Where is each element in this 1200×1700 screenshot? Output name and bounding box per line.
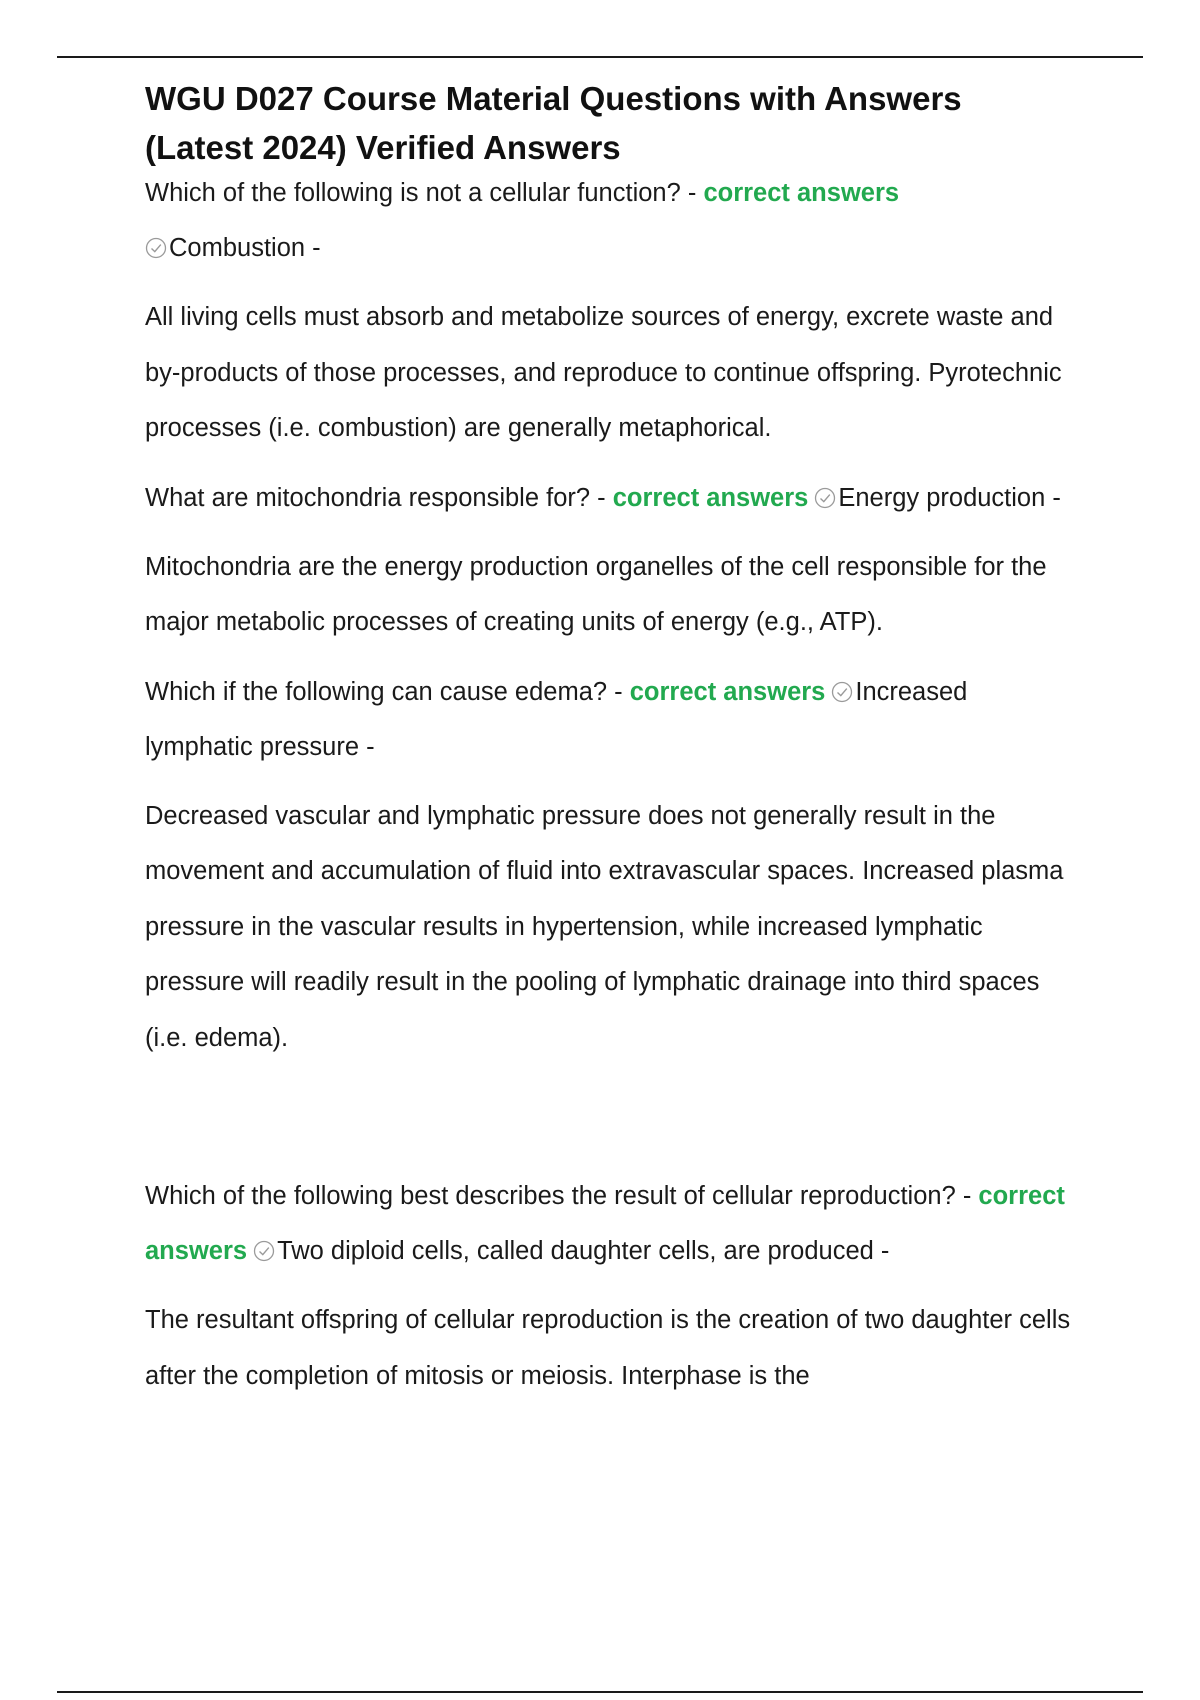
qa-item (145, 1169, 1080, 1404)
spacer (145, 1080, 1080, 1169)
check-circle-icon (253, 1240, 275, 1262)
qa-item (145, 665, 1080, 1067)
correct-answers-label: correct answers (145, 1182, 1065, 1265)
question-text: Which of the following is not a cellular function? - (145, 179, 704, 207)
qa-item (145, 166, 1080, 457)
check-circle-icon (814, 487, 836, 509)
question-text: Which if the following can cause edema? - (145, 677, 630, 706)
explanation-text: Decreased vascular and lymphatic pressure does not generally result in the movement and accumulation of fluid into extravascular spaces. Increased plasma pressure in the vascular results in hypertension, while increased lymphatic pressure will readily result in the pooling of lymphatic drainage into third spaces (i.e. edema). (145, 801, 1064, 1052)
question-text: What are mitochondria responsible for? - (145, 483, 613, 512)
question-line (145, 471, 1080, 526)
bottom-rule (57, 1691, 1143, 1693)
top-rule (57, 56, 1143, 58)
answer-text: Energy production - (838, 483, 1061, 512)
explanation-text: All living cells must absorb and metabolize sources of energy, excrete waste and by-products of those processes, and reproduce to continue offspring. Pyrotechnic processes (i.e. combustion) are generally metaphorical. (145, 303, 1062, 442)
document-body (145, 74, 1080, 1418)
title-line-2: (Latest 2024) Verified Answers (145, 129, 621, 166)
question-line (145, 665, 1080, 775)
document-title (145, 74, 1080, 172)
answer-text: Increased lymphatic pressure - (145, 677, 968, 761)
explanation-text: The resultant offspring of cellular reproduction is the creation of two daughter cells after the completion of mitosis or meiosis. Interphase is the (145, 1306, 1071, 1390)
qa-item (145, 471, 1080, 651)
check-circle-icon (145, 237, 167, 259)
correct-answers-label: correct answers (612, 483, 809, 512)
question-text: Which of the following best describes the result of cellular reproduction? - (145, 1182, 979, 1210)
check-circle-icon (831, 681, 853, 703)
title-line-1: WGU D027 Course Material Questions with Answers (145, 80, 962, 117)
question-line (145, 166, 1080, 276)
correct-answers-label: correct answers (629, 677, 826, 706)
answer-text: Combustion - (169, 234, 321, 262)
correct-answers-label: correct answers (703, 179, 900, 207)
answer-text: Two diploid cells, called daughter cells, are produced - (277, 1237, 890, 1265)
question-line (145, 1169, 1080, 1279)
explanation-text: Mitochondria are the energy production organelles of the cell responsible for the major metabolic processes of creating units of energy (e.g., ATP). (145, 552, 1047, 636)
